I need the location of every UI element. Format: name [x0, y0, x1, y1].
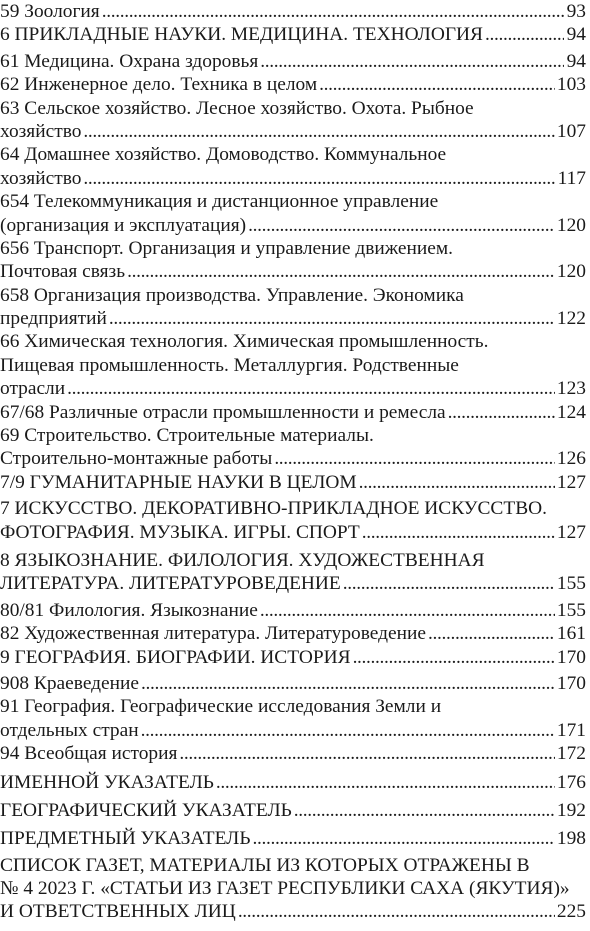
toc-entry[interactable]	[0, 771, 586, 794]
dot-leader	[238, 900, 555, 923]
page-number: 127	[556, 471, 586, 493]
dot-leader	[102, 0, 564, 23]
page-number: 120	[556, 261, 586, 283]
page-number: 170	[556, 672, 586, 694]
toc-entry-line	[0, 854, 586, 877]
toc-entry-line	[0, 190, 586, 213]
toc-entry-title: хозяйство	[0, 120, 82, 142]
toc-entry-title: 82 Художественная литература. Литературоведение	[0, 623, 426, 645]
toc-entry-line	[0, 799, 586, 822]
toc-entry-line	[0, 572, 586, 595]
toc-entry[interactable]	[0, 0, 586, 23]
toc-entry[interactable]	[0, 23, 586, 46]
toc-entry-title: отдельных стран	[0, 719, 139, 741]
toc-entry-title: 908 Краеведение	[0, 672, 140, 694]
toc-entry-title: И ОТВЕТСТВЕННЫХ ЛИЦ	[0, 901, 236, 923]
toc-entry-title: ФОТОГРАФИЯ. МУЗЫКА. ИГРЫ. СПОРТ	[0, 521, 360, 543]
toc-entry-title: отрасли	[0, 378, 66, 400]
dot-leader	[448, 401, 555, 424]
dot-leader	[260, 599, 555, 622]
toc-entry-line	[0, 167, 586, 190]
dot-leader	[428, 622, 555, 645]
dot-leader	[343, 572, 555, 595]
dot-leader	[179, 742, 555, 765]
toc-entry[interactable]	[0, 73, 586, 96]
page-number: 225	[556, 901, 586, 923]
toc-entry-line	[0, 877, 586, 900]
page-number: 192	[556, 799, 586, 821]
toc-entry-line	[0, 23, 586, 46]
toc-entry[interactable]	[0, 549, 586, 596]
toc-entry-title: 9 ГЕОГРАФИЯ. БИОГРАФИИ. ИСТОРИЯ	[0, 646, 351, 668]
dot-leader	[109, 307, 555, 330]
toc-entry-title: 80/81 Филология. Языкознание	[0, 599, 258, 621]
toc-entry-title: 66 Химическая технология. Химическая промышленность.	[0, 331, 489, 353]
toc-entry[interactable]	[0, 799, 586, 822]
toc-entry-line	[0, 719, 586, 742]
page-number: 155	[556, 573, 586, 595]
toc-entry-title: 69 Строительство. Строительные материалы.	[0, 425, 374, 447]
toc-entry-line	[0, 307, 586, 330]
page-number: 122	[556, 308, 586, 330]
dot-leader	[252, 827, 554, 850]
toc-entry-line	[0, 672, 586, 695]
toc-entry-title: 61 Медицина. Охрана здоровья	[0, 50, 259, 72]
toc-entry-line	[0, 497, 586, 520]
dot-leader	[248, 214, 555, 237]
page-number: 171	[556, 719, 586, 741]
toc-entry-line	[0, 622, 586, 645]
page-number: 172	[556, 743, 586, 765]
dot-leader	[274, 447, 555, 470]
toc-entry-line	[0, 771, 586, 794]
toc-entry-line	[0, 237, 586, 260]
page-number: 124	[556, 401, 586, 423]
toc-entry[interactable]	[0, 471, 586, 494]
dot-leader	[485, 23, 564, 46]
page-number: 155	[556, 599, 586, 621]
toc-entry[interactable]	[0, 143, 586, 190]
toc-entry-title: ПРЕДМЕТНЫЙ УКАЗАТЕЛЬ	[0, 828, 251, 850]
page-number: 93	[566, 1, 586, 22]
toc-entry-line	[0, 695, 586, 718]
toc-entry[interactable]	[0, 854, 586, 924]
page-number: 126	[556, 448, 586, 470]
toc-entry-line	[0, 401, 586, 424]
page-number: 176	[556, 771, 586, 793]
toc-entry-line	[0, 646, 586, 669]
toc-entry-line	[0, 599, 586, 622]
toc-entry[interactable]	[0, 330, 586, 400]
toc-entry[interactable]	[0, 827, 586, 850]
dot-leader	[359, 471, 555, 494]
dot-leader	[362, 521, 555, 544]
page-number: 103	[556, 74, 586, 96]
toc-entry-title: 656 Транспорт. Организация и управление движением.	[0, 237, 453, 259]
toc-entry[interactable]	[0, 50, 586, 73]
dot-leader	[353, 646, 555, 669]
toc-entry[interactable]	[0, 646, 586, 669]
toc-entry-line	[0, 120, 586, 143]
toc-entry-line	[0, 284, 586, 307]
dot-leader	[294, 799, 555, 822]
toc-entry-title: 59 Зоология	[0, 1, 100, 22]
toc-entry-title: Почтовая связь	[0, 261, 126, 283]
toc-entry-line	[0, 214, 586, 237]
toc-entry-title: Пищевая промышленность. Металлургия. Родственные	[0, 354, 459, 376]
toc-entry-title: 7/9 ГУМАНИТАРНЫЕ НАУКИ В ЦЕЛОМ	[0, 471, 357, 493]
toc-entry[interactable]	[0, 190, 586, 237]
toc-entry-title: ИМЕННОЙ УКАЗАТЕЛЬ	[0, 771, 214, 793]
toc-entry-line	[0, 521, 586, 544]
toc-entry-title: Строительно-монтажные работы	[0, 448, 273, 470]
page-number: 198	[556, 828, 586, 850]
toc-entry-title: предприятий	[0, 308, 107, 330]
toc-entry-title: № 4 2023 Г. «СТАТЬИ ИЗ ГАЗЕТ РЕСПУБЛИКИ САХА (ЯКУТИЯ)»	[0, 878, 570, 900]
toc-entry-line	[0, 73, 586, 96]
toc-entry-line	[0, 827, 586, 850]
toc-entry-line	[0, 377, 586, 400]
toc-entry[interactable]	[0, 284, 586, 331]
toc-entry[interactable]	[0, 742, 586, 765]
toc-entry-line	[0, 447, 586, 470]
page-number: 107	[556, 120, 586, 142]
toc-entry-line	[0, 0, 586, 23]
toc-entry-line	[0, 50, 586, 73]
page-number: 161	[556, 623, 586, 645]
page-number: 117	[557, 167, 586, 189]
toc-entry[interactable]	[0, 599, 586, 622]
toc-entry-title: ЛИТЕРАТУРА. ЛИТЕРАТУРОВЕДЕНИЕ	[0, 573, 341, 595]
toc-entry-title: 94 Всеобщая история	[0, 743, 178, 765]
toc-entry[interactable]	[0, 424, 586, 471]
page-number: 127	[556, 521, 586, 543]
toc-entry-title: 8 ЯЗЫКОЗНАНИЕ. ФИЛОЛОГИЯ. ХУДОЖЕСТВЕННАЯ	[0, 549, 485, 571]
dot-leader	[260, 50, 564, 73]
toc-entry[interactable]	[0, 672, 586, 695]
toc-entry-line	[0, 354, 586, 377]
toc-entry[interactable]	[0, 237, 586, 284]
toc-entry-title: 63 Сельское хозяйство. Лесное хозяйство. Охота. Рыбное	[0, 97, 474, 119]
toc-entry[interactable]	[0, 695, 586, 742]
dot-leader	[83, 120, 555, 143]
toc-entry[interactable]	[0, 97, 586, 144]
toc-entry-title: 67/68 Различные отрасли промышленности и ремесла	[0, 401, 446, 423]
toc-entry-line	[0, 900, 586, 923]
toc-entry-line	[0, 260, 586, 283]
toc-entry-line	[0, 143, 586, 166]
toc-entry[interactable]	[0, 497, 586, 544]
toc-entry-line	[0, 97, 586, 120]
toc-entry-title: 6 ПРИКЛАДНЫЕ НАУКИ. МЕДИЦИНА. ТЕХНОЛОГИЯ	[0, 24, 483, 46]
toc-entry-title: ГЕОГРАФИЧЕСКИЙ УКАЗАТЕЛЬ	[0, 799, 292, 821]
toc-entry-title: 658 Организация производства. Управление. Экономика	[0, 284, 464, 306]
toc-entry-title: хозяйство	[0, 167, 82, 189]
toc-entry-line	[0, 742, 586, 765]
page-number: 94	[566, 24, 586, 46]
toc-entry-line	[0, 330, 586, 353]
dot-leader	[319, 73, 555, 96]
toc-entry-title: 64 Домашнее хозяйство. Домоводство. Коммунальное	[0, 144, 447, 166]
toc-entry-line	[0, 471, 586, 494]
toc-entry-title: 654 Телекоммуникация и дистанционное управление	[0, 191, 439, 213]
dot-leader	[141, 719, 555, 742]
page-number: 94	[566, 50, 586, 72]
dot-leader	[127, 260, 555, 283]
toc-entry-title: 7 ИСКУССТВО. ДЕКОРАТИВНО-ПРИКЛАДНОЕ ИСКУССТВО.	[0, 498, 547, 520]
page-number: 120	[556, 214, 586, 236]
toc-entry[interactable]	[0, 622, 586, 645]
page-number: 170	[556, 646, 586, 668]
dot-leader	[216, 771, 555, 794]
toc-entry-line	[0, 549, 586, 572]
page-number: 123	[556, 378, 586, 400]
dot-leader	[141, 672, 555, 695]
dot-leader	[83, 167, 555, 190]
toc-entry-title: (организация и эксплуатация)	[0, 214, 247, 236]
toc-entry[interactable]	[0, 401, 586, 424]
toc-entry-title: СПИСОК ГАЗЕТ, МАТЕРИАЛЫ ИЗ КОТОРЫХ ОТРАЖЕНЫ В	[0, 854, 530, 876]
toc-entry-title: 91 География. Географические исследования Земли и	[0, 696, 442, 718]
dot-leader	[67, 377, 555, 400]
toc-entry-title: 62 Инженерное дело. Техника в целом	[0, 74, 318, 96]
toc-entry-line	[0, 424, 586, 447]
